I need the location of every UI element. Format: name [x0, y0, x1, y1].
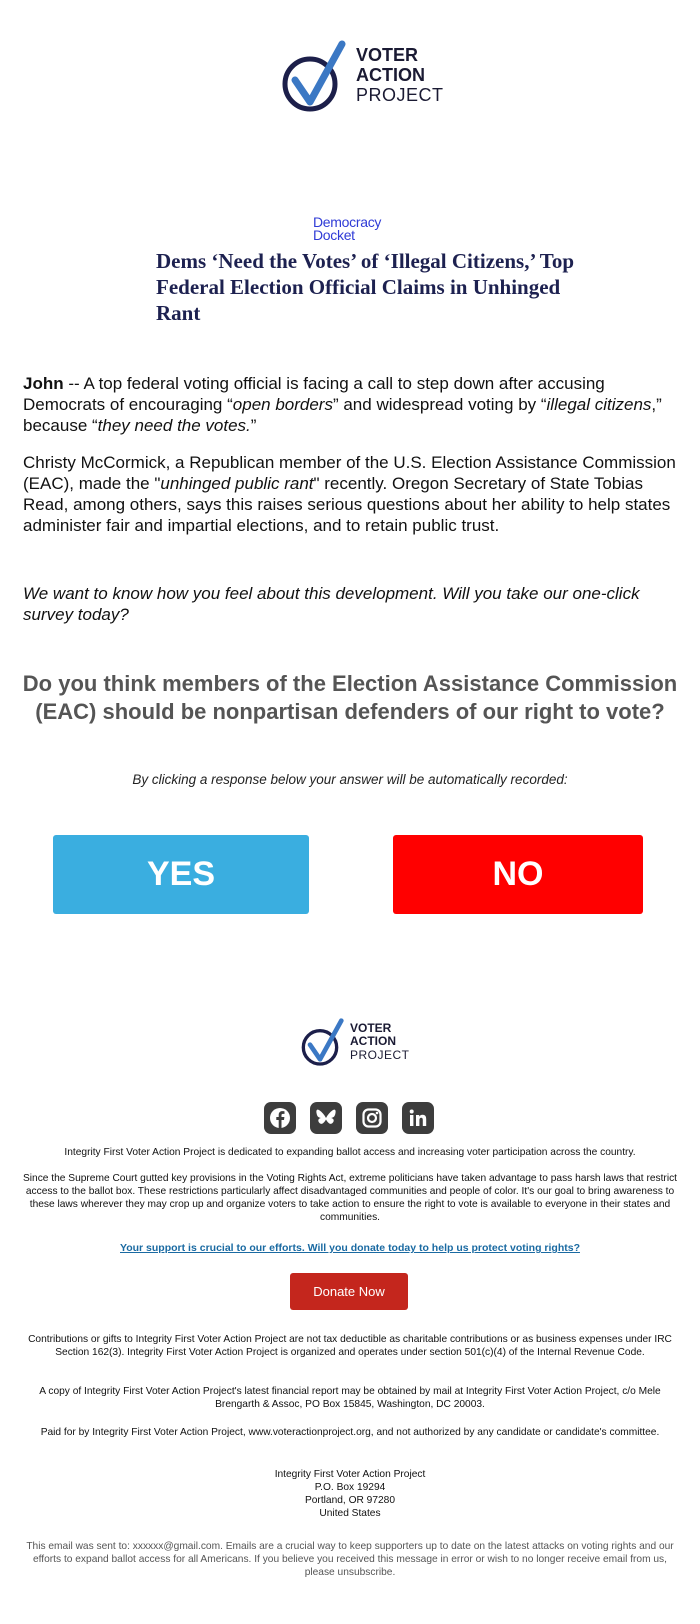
bluesky-icon[interactable] [310, 1102, 342, 1134]
support-link[interactable]: Your support is crucial to our efforts. Will you donate today to help us protect voting rights? [120, 1242, 580, 1254]
body-paragraph-1: John -- A top federal voting official is facing a call to step down after accusing Democrats of encouraging “open borders” and widespread voting by “illegal citizens,” because “they need the votes.” [23, 374, 662, 435]
footer-context: Since the Supreme Court gutted key provisions in the Voting Rights Act, extreme politicians have taken advantage to pass harsh laws that restrict access to the ballot box. These restrictions particularly affect disadvantaged communities and people of color. It's our goal to bring awareness to these laws wherever they may crop up and organize voters to take action to ensure the right to vote is available to everyone in their states and communities. [22, 1173, 678, 1223]
no-button[interactable]: NO [393, 835, 643, 914]
footer-financial-report: A copy of Integrity First Voter Action Project's latest financial report may be obtained by mail at Integrity First Voter Action Project, c/o Mele Brengarth & Assoc, PO Box 15845, Washington, DC 20003. [39, 1386, 661, 1410]
article-headline[interactable]: Dems ‘Need the Votes’ of ‘Illegal Citizens,’ Top Federal Election Official Claims in Unhinged Rant [156, 249, 575, 325]
body-paragraph-2: Christy McCormick, a Republican member of the U.S. Election Assistance Commission (EAC), made the "unhinged public rant" recently. Oregon Secretary of State Tobias Read, among others, says this raises serious questions about her ability to help states administer fair and impartial elections, and to retain public trust. [23, 453, 676, 535]
yes-button[interactable]: YES [53, 835, 309, 914]
checkmark-circle-icon [280, 40, 346, 112]
footer-paid-for: Paid for by Integrity First Voter Action Project, www.voteractionproject.org, and not authorized by any candidate or candidate's committee. [40, 1427, 660, 1438]
footer-logo-wordmark: VOTER ACTION PROJECT [350, 1021, 410, 1062]
voter-action-project-logo[interactable] [280, 40, 444, 112]
footer-address: Integrity First Voter Action Project P.O. Box 19294 Portland, OR 97280 United States [274, 1469, 426, 1519]
democracy-docket-logo: Democracy Docket [313, 214, 382, 243]
survey-question: Do you think members of the Election Assistance Commission (EAC) should be nonpartisan defenders of our right to vote? [22, 671, 678, 724]
social-links [264, 1102, 434, 1134]
survey-note: By clicking a response below your answer will be automatically recorded: [132, 772, 568, 787]
instagram-icon[interactable] [356, 1102, 388, 1134]
footer-logo[interactable] [300, 1018, 410, 1066]
facebook-icon[interactable] [264, 1102, 296, 1134]
footer-sent-to: This email was sent to: xxxxxx@gmail.com. Emails are a crucial way to keep supporters up to date on the latest attacks on voting rights and our efforts to expand ballot access for all Americans. If you believe you received this message in error or wish to no longer receive email from us, please unsubscribe. [26, 1541, 674, 1578]
footer-tax-disclaimer: Contributions or gifts to Integrity First Voter Action Project are not tax deductible as charitable contributions or as business expenses under IRC Section 162(3). Integrity First Voter Action Project is organized and operates under section 501(c)(4) of the Internal Revenue Code. [28, 1334, 672, 1358]
logo-wordmark: VOTER ACTION PROJECT [356, 45, 444, 105]
footer-mission: Integrity First Voter Action Project is dedicated to expanding ballot access and increasing voter participation across the country. [64, 1147, 636, 1158]
checkmark-circle-icon [300, 1018, 344, 1066]
recipient-name: John [23, 374, 64, 393]
donate-now-button[interactable]: Donate Now [290, 1273, 408, 1310]
footer-support [20, 1242, 680, 1255]
survey-invitation: We want to know how you feel about this development. Will you take our one-click survey today? [23, 584, 640, 624]
linkedin-icon[interactable] [402, 1102, 434, 1134]
